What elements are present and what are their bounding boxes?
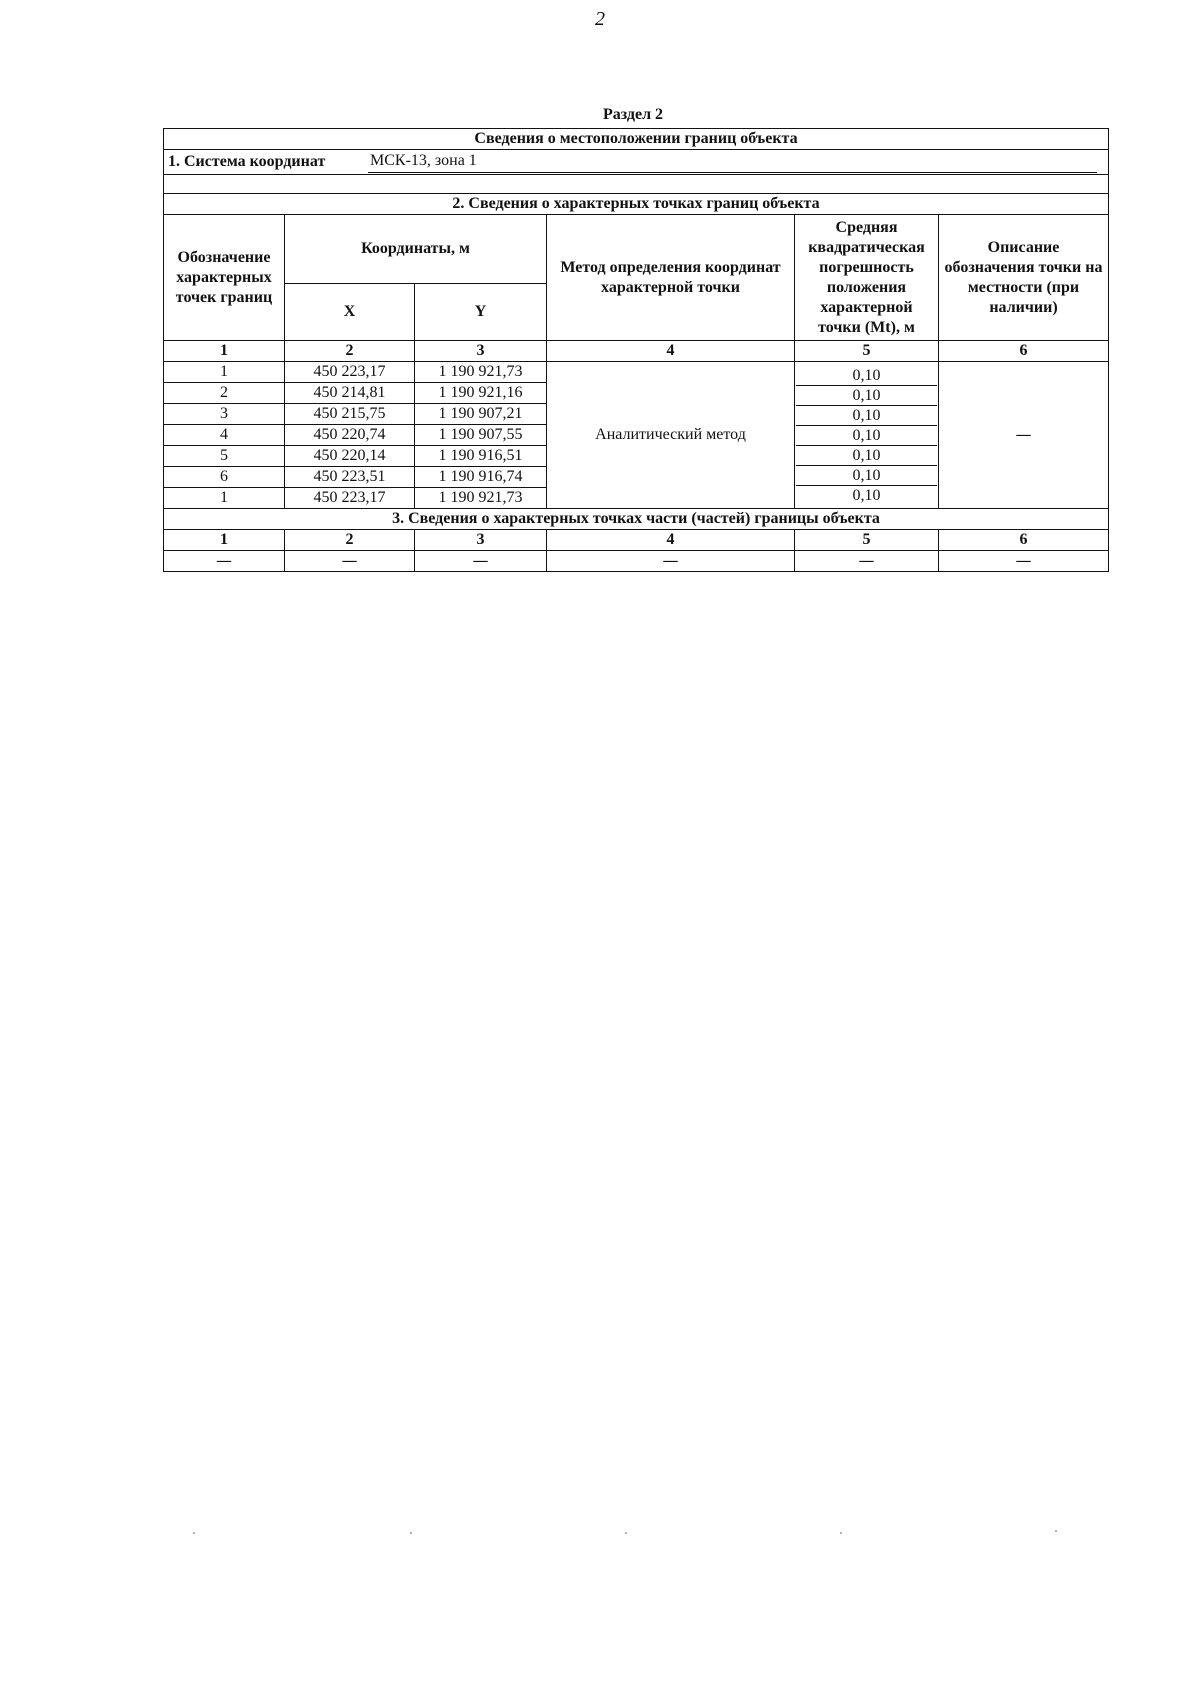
mt-header: Средняя квадратическая погрешность положения характерной точки (Mt), м xyxy=(795,215,939,341)
column-number: 3 xyxy=(415,341,547,362)
point-x: 450 220,14 xyxy=(285,446,415,467)
point-y: 1 190 921,16 xyxy=(415,383,547,404)
column-number: 5 xyxy=(795,341,939,362)
point-y: 1 190 916,51 xyxy=(415,446,547,467)
parts-empty-row xyxy=(164,551,1109,572)
coordinate-system-row xyxy=(164,150,1109,175)
point-number: 1 xyxy=(164,362,285,383)
point-mt: 0,10 xyxy=(796,426,937,446)
point-x: 450 220,74 xyxy=(285,425,415,446)
point-mt: 0,10 xyxy=(796,386,937,406)
point-number: 2 xyxy=(164,383,285,404)
x-header: X xyxy=(285,284,415,341)
scan-speck xyxy=(1055,1530,1057,1532)
scan-speck xyxy=(193,1532,195,1534)
column-number: 2 xyxy=(285,530,415,551)
point-x: 450 223,51 xyxy=(285,467,415,488)
column-number: 1 xyxy=(164,530,285,551)
column-numbers-row xyxy=(164,341,1109,362)
point-mt: 0,10 xyxy=(796,366,937,386)
y-header: Y xyxy=(415,284,547,341)
column-header-row-1 xyxy=(164,215,1109,284)
table-header-row xyxy=(164,129,1109,150)
column-number: 5 xyxy=(795,530,939,551)
parts-column-numbers-row xyxy=(164,530,1109,551)
point-x: 450 223,17 xyxy=(285,362,415,383)
coordinate-system-underline xyxy=(368,172,1097,173)
points-section-title: 2. Сведения о характерных точках границ объекта xyxy=(164,194,1109,215)
column-number: 4 xyxy=(547,530,795,551)
scan-speck xyxy=(625,1532,627,1534)
empty-cell: — xyxy=(285,551,415,572)
point-mt: 0,10 xyxy=(796,446,937,466)
column-number: 6 xyxy=(939,341,1109,362)
point-number: 4 xyxy=(164,425,285,446)
boundary-table xyxy=(163,128,1109,572)
mt-values xyxy=(795,362,939,509)
coordinates-header: Координаты, м xyxy=(285,215,547,284)
point-number: 3 xyxy=(164,404,285,425)
empty-cell: — xyxy=(939,551,1109,572)
spacer-row xyxy=(164,175,1109,194)
section-title: Раздел 2 xyxy=(602,106,664,123)
point-mt: 0,10 xyxy=(852,486,881,504)
scan-speck xyxy=(410,1532,412,1534)
point-mt: 0,10 xyxy=(796,466,937,486)
column-number: 3 xyxy=(415,530,547,551)
empty-cell: — xyxy=(547,551,795,572)
empty-cell: — xyxy=(415,551,547,572)
scan-speck xyxy=(840,1532,842,1534)
point-x: 450 215,75 xyxy=(285,404,415,425)
point-number: 6 xyxy=(164,467,285,488)
point-number: 1 xyxy=(164,488,285,509)
description-header: Описание обозначения точки на местности (при наличии) xyxy=(939,215,1109,341)
empty-cell: — xyxy=(164,551,285,572)
column-number: 6 xyxy=(939,530,1109,551)
spacer-cell xyxy=(164,175,1109,194)
designation-header: Обозначение характерных точек границ xyxy=(164,215,285,341)
table-header: Сведения о местоположении границ объекта xyxy=(164,129,1109,150)
point-y: 1 190 921,73 xyxy=(415,362,547,383)
parts-section-title: 3. Сведения о характерных точках части (частей) границы объекта xyxy=(164,509,1109,530)
coordinate-system-label: 1. Система координат xyxy=(168,153,326,170)
method-header: Метод определения координат характерной точки xyxy=(547,215,795,341)
column-number: 1 xyxy=(164,341,285,362)
coordinate-system-value: МСК-13, зона 1 xyxy=(370,152,477,169)
point-x: 450 214,81 xyxy=(285,383,415,404)
parts-section-title-row xyxy=(164,509,1109,530)
empty-cell: — xyxy=(795,551,939,572)
points-section-title-row xyxy=(164,194,1109,215)
point-y: 1 190 916,74 xyxy=(415,467,547,488)
column-number: 2 xyxy=(285,341,415,362)
point-number: 5 xyxy=(164,446,285,467)
point-y: 1 190 921,73 xyxy=(415,488,547,509)
point-y: 1 190 907,55 xyxy=(415,425,547,446)
method-value: Аналитический метод xyxy=(547,362,795,509)
coordinate-system-cell xyxy=(164,150,1109,175)
page-number: 2 xyxy=(595,8,605,30)
boundary-table-wrap xyxy=(163,128,1110,572)
description-value: — xyxy=(939,362,1109,509)
table-row xyxy=(164,362,1109,383)
point-mt: 0,10 xyxy=(796,406,937,426)
column-number: 4 xyxy=(547,341,795,362)
point-y: 1 190 907,21 xyxy=(415,404,547,425)
point-x: 450 223,17 xyxy=(285,488,415,509)
